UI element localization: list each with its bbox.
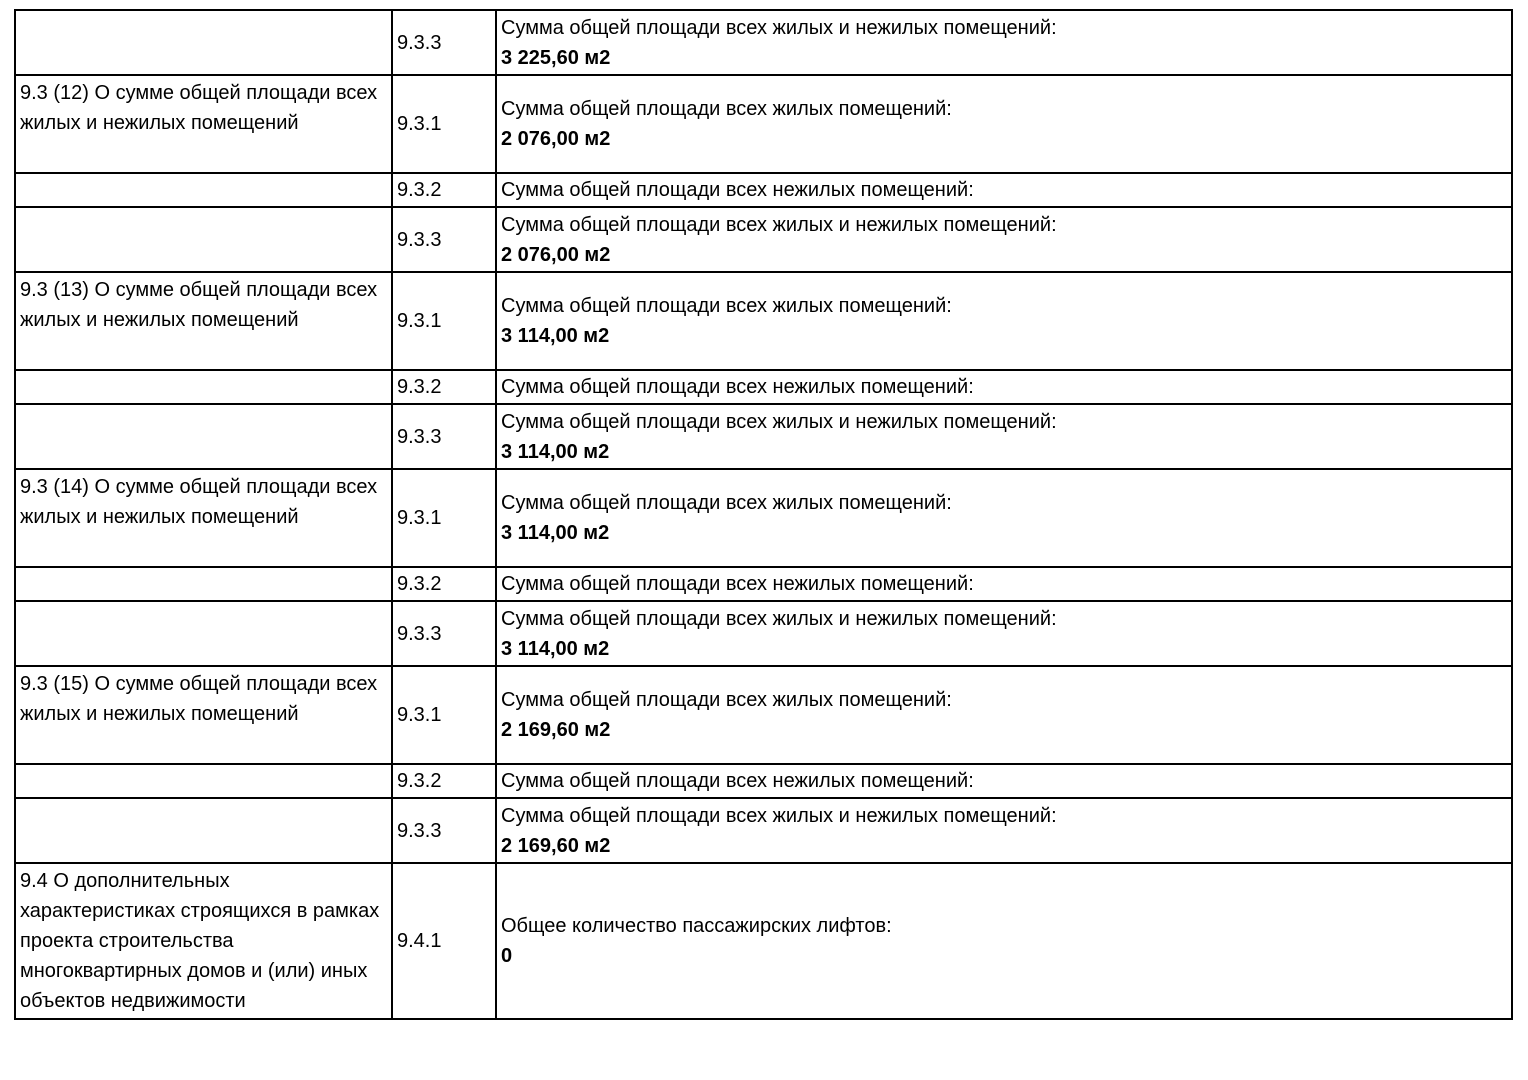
table-row [15, 207, 1512, 272]
content-cell [496, 10, 1512, 75]
code-cell: 9.3.2 [392, 370, 496, 404]
field-label: Сумма общей площади всех жилых помещений: [501, 295, 952, 317]
table-row [15, 272, 1512, 370]
code-cell: 9.3.2 [392, 173, 496, 207]
code-cell: 9.3.2 [392, 764, 496, 798]
content-cell [496, 404, 1512, 469]
field-label: Сумма общей площади всех жилых и нежилых помещений: [501, 16, 1057, 39]
section-cell [15, 798, 392, 863]
section-cell [15, 404, 392, 469]
section-cell [15, 764, 392, 798]
field-value: 2 076,00 м2 [501, 128, 611, 150]
content-cell [496, 567, 1512, 601]
code-cell: 9.3.3 [392, 798, 496, 863]
content-cell [496, 863, 1512, 1019]
code-cell: 9.3.2 [392, 567, 496, 601]
declaration-table [14, 9, 1513, 1020]
code-cell: 9.3.3 [392, 10, 496, 75]
content-cell [496, 207, 1512, 272]
field-label: Сумма общей площади всех жилых и нежилых помещений: [501, 410, 1057, 433]
section-cell [15, 173, 392, 207]
field-value: 3 114,00 м2 [501, 440, 610, 463]
section-cell: 9.3 (14) О сумме общей площади всех жилых и нежилых помещений [15, 469, 392, 567]
code-cell: 9.3.1 [392, 469, 496, 567]
field-value: 0 [501, 945, 513, 967]
content-cell [496, 469, 1512, 567]
field-value: 3 114,00 м2 [501, 325, 610, 347]
table-row [15, 863, 1512, 1019]
field-label: Сумма общей площади всех жилых помещений: [501, 492, 952, 514]
content-cell [496, 666, 1512, 764]
section-cell [15, 10, 392, 75]
field-label: Общее количество пассажирских лифтов: [501, 915, 892, 937]
content-cell [496, 764, 1512, 798]
section-cell: 9.4 О дополнительных характеристиках строящихся в рамках проекта строительства многоквартирных домов и (или) иных объектов недвижимости [15, 863, 392, 1019]
content-cell [496, 272, 1512, 370]
content-cell [496, 173, 1512, 207]
field-value: 2 169,60 м2 [501, 719, 611, 741]
code-cell: 9.3.1 [392, 666, 496, 764]
content-cell [496, 798, 1512, 863]
table-row [15, 404, 1512, 469]
field-label: Сумма общей площади всех нежилых помещений: [501, 179, 974, 201]
section-cell [15, 370, 392, 404]
table-row [15, 764, 1512, 798]
content-cell [496, 75, 1512, 173]
table-row [15, 173, 1512, 207]
code-cell: 9.3.3 [392, 601, 496, 666]
field-label: Сумма общей площади всех нежилых помещений: [501, 573, 974, 595]
code-cell: 9.4.1 [392, 863, 496, 1019]
field-label: Сумма общей площади всех жилых и нежилых помещений: [501, 213, 1057, 236]
field-label: Сумма общей площади всех нежилых помещений: [501, 376, 974, 398]
field-label: Сумма общей площади всех жилых помещений: [501, 98, 952, 120]
table-row [15, 601, 1512, 666]
table-row [15, 567, 1512, 601]
code-cell: 9.3.3 [392, 207, 496, 272]
code-cell: 9.3.3 [392, 404, 496, 469]
section-cell [15, 601, 392, 666]
content-cell [496, 370, 1512, 404]
field-label: Сумма общей площади всех жилых помещений: [501, 689, 952, 711]
code-cell: 9.3.1 [392, 75, 496, 173]
table-row [15, 370, 1512, 404]
section-cell: 9.3 (13) О сумме общей площади всех жилых и нежилых помещений [15, 272, 392, 370]
section-cell: 9.3 (15) О сумме общей площади всех жилых и нежилых помещений [15, 666, 392, 764]
field-value: 3 114,00 м2 [501, 522, 610, 544]
table-row [15, 469, 1512, 567]
section-cell [15, 207, 392, 272]
section-cell [15, 567, 392, 601]
field-value: 3 114,00 м2 [501, 637, 610, 660]
section-cell: 9.3 (12) О сумме общей площади всех жилых и нежилых помещений [15, 75, 392, 173]
field-label: Сумма общей площади всех жилых и нежилых помещений: [501, 607, 1057, 630]
table-row [15, 798, 1512, 863]
field-label: Сумма общей площади всех нежилых помещений: [501, 770, 974, 792]
table-row [15, 75, 1512, 173]
field-label: Сумма общей площади всех жилых и нежилых помещений: [501, 804, 1057, 827]
table-row [15, 10, 1512, 75]
content-cell [496, 601, 1512, 666]
field-value: 2 076,00 м2 [501, 243, 611, 266]
field-value: 2 169,60 м2 [501, 834, 611, 857]
code-cell: 9.3.1 [392, 272, 496, 370]
field-value: 3 225,60 м2 [501, 46, 611, 69]
table-row [15, 666, 1512, 764]
